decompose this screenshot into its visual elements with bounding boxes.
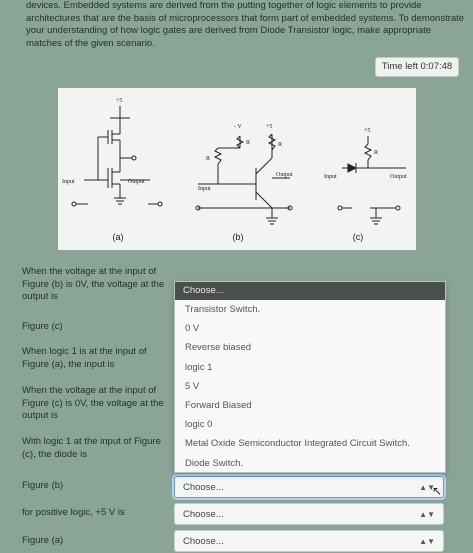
mosfet-circuit-diagram xyxy=(58,88,178,250)
dropdown-option[interactable]: logic 1 xyxy=(185,361,213,373)
dropdown-option[interactable]: 0 V xyxy=(185,323,200,335)
dropdown-option[interactable]: Transistor Switch. xyxy=(185,304,261,315)
chevron-updown-icon: ▲▼ xyxy=(419,510,435,519)
figure-a-label: (a) xyxy=(112,232,124,242)
answer-select-8[interactable] xyxy=(174,530,444,552)
figure-b-rb: R xyxy=(246,140,251,146)
dropdown-option[interactable]: Metal Oxide Semiconductor Integrated Circuit Switch. xyxy=(185,438,410,450)
figure-b-label: (b) xyxy=(232,232,244,242)
answer-dropdown-list[interactable] xyxy=(174,281,446,473)
figure-c xyxy=(298,88,418,250)
figure-c-rc: R xyxy=(374,150,379,156)
figure-b-r1: R xyxy=(206,156,211,162)
question-3: When logic 1 is at the input of Figure (a), the input is xyxy=(22,346,147,370)
question-1: When the voltage at the input of Figure (b) is 0V, the voltage at the output is xyxy=(22,266,165,302)
question-intro: devices. Embedded systems are derived from the putting together of logic elements to provide architectures that are the basis of microprocessors that form part of embedded systems. To demonstrate your understanding of how logic gates are derived from Diode Transistor logic, make appropriate matches of the given scenario. xyxy=(26,0,465,49)
figure-c-label: (c) xyxy=(352,232,364,242)
chevron-updown-icon: ▲▼ xyxy=(419,483,435,492)
dropdown-option[interactable]: Forward Biased xyxy=(185,399,252,411)
figure-c-input-label: Input xyxy=(324,174,337,180)
question-4: When the voltage at the input of Figure (c) is 0V, the voltage at the output is xyxy=(22,385,164,421)
answer-select-6[interactable] xyxy=(174,476,444,498)
figure-a-input-label: Input xyxy=(62,179,75,185)
dropdown-option[interactable]: logic 0 xyxy=(185,419,213,431)
figure-a-output-label: Output xyxy=(128,179,145,185)
figure-b-output-label: Output xyxy=(276,172,293,178)
transistor-circuit-diagram xyxy=(178,88,298,250)
question-6: Figure (b) xyxy=(22,480,64,491)
dropdown-option-choose[interactable]: Choose... xyxy=(175,282,445,300)
figure-b-rc: R xyxy=(278,142,283,148)
mouse-cursor-icon: ↖ xyxy=(432,484,443,498)
dropdown-option[interactable]: Reverse biased xyxy=(185,342,252,354)
diode-circuit-diagram xyxy=(298,88,418,250)
figure-b xyxy=(178,88,298,250)
time-left-badge: Time left 0:07:48 xyxy=(375,57,459,77)
dropdown-option[interactable]: Diode Switch. xyxy=(185,457,244,469)
answer-select-7-value: Choose... xyxy=(183,509,224,520)
figures-panel xyxy=(58,88,416,250)
question-7: for positive logic, +5 V is xyxy=(22,507,125,518)
chevron-updown-icon: ▲▼ xyxy=(419,537,435,546)
answer-select-7[interactable] xyxy=(174,503,444,525)
figure-a-supply: +5 xyxy=(116,98,123,104)
answer-select-8-value: Choose... xyxy=(183,536,224,547)
figure-c-supply: +5 xyxy=(364,128,371,134)
figure-b-vb: - V xyxy=(234,124,242,130)
figure-b-supply: +5 xyxy=(266,124,273,130)
question-8: Figure (a) xyxy=(22,535,64,546)
answer-select-6-value: Choose... xyxy=(183,482,224,493)
question-5: With logic 1 at the input of Figure (c), the diode is xyxy=(22,436,161,460)
dropdown-option[interactable]: 5 V xyxy=(185,380,200,392)
figure-a xyxy=(58,88,178,250)
question-2: Figure (c) xyxy=(22,321,63,332)
figure-c-output-label: Output xyxy=(390,174,407,180)
figure-b-input-label: Input xyxy=(198,186,211,192)
